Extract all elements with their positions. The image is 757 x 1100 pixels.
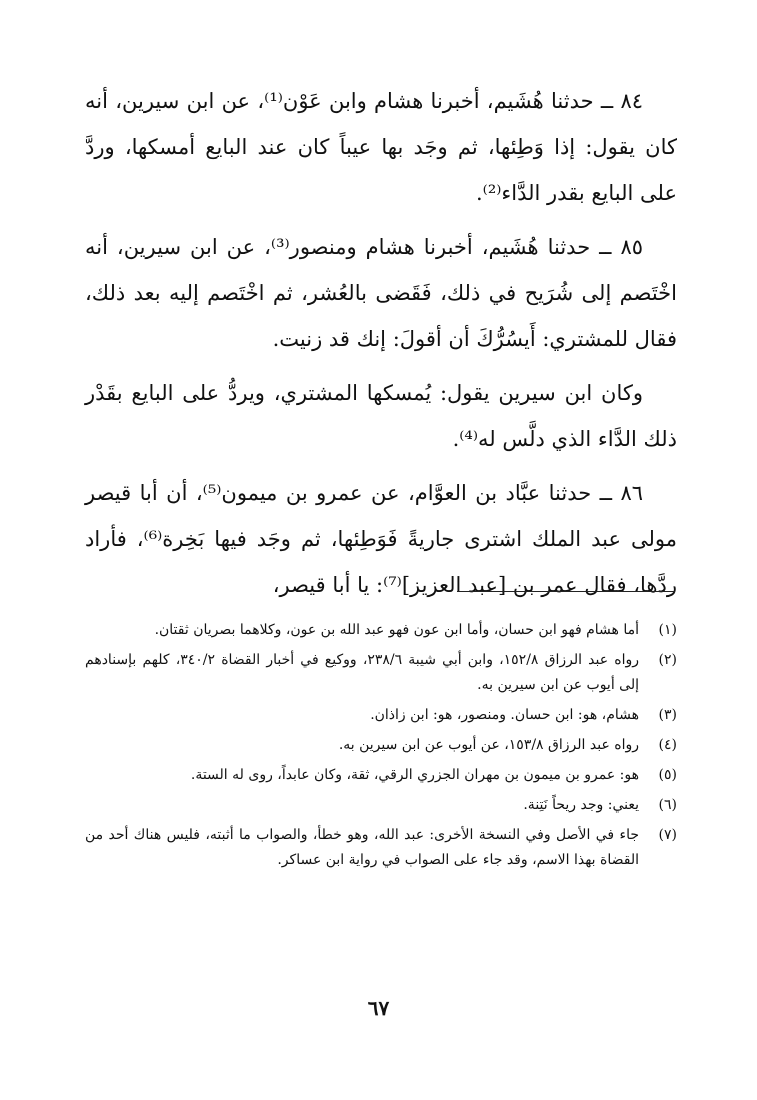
footnote-number: (٣) [658,707,677,723]
footnote-text: رواه عبد الرزاق ١٥٣/٨، عن أيوب عن ابن سيرين به. [338,737,639,753]
page-number: ٦٧ [367,996,390,1020]
footnote-separator [457,591,675,592]
footnote-item [85,823,677,873]
footnote-item [85,703,677,728]
footnote-text: أما هشام فهو ابن حسان، وأما ابن عون فهو عبد الله بن عون، وكلاهما بصريان ثقتان. [154,622,639,638]
footnote-item [85,733,677,758]
footnotes [85,618,677,878]
footnote-item [85,793,677,818]
paragraph-84: ٨٤ ــ حدثنا هُشَيم، أخبرنا هشام وابن عَوْن⁽¹⁾، عن ابن سيرين، أنه كان يقول: إذا وَطِئها، ثم وجَد بها عيباً كان عند البايع أمسكها، وردَّ على البايع بقدر الدَّاء⁽²⁾. [85,89,677,205]
paragraph-85: ٨٥ ــ حدثنا هُشَيم، أخبرنا هشام ومنصور⁽³⁾، عن ابن سيرين، أنه اخْتَصم إلى شُرَيح في ذلك، فَقَضى بالعُشر، ثم اخْتَصم إليه بعد ذلك، فقال للمشتري: أَيسُرُّكَ أن أقولَ: إنك قد زنيت. [85,235,677,351]
footnote-number: (١) [658,622,677,638]
paragraph-85-continuation: وكان ابن سيرين يقول: يُمسكها المشتري، ويردُّ على البايع بقَدْر ذلك الدَّاء الذي دلَّس له⁽⁴⁾. [85,381,677,451]
footnote-item [85,648,677,698]
footnote-text: جاء في الأصل وفي النسخة الأخرى: عبد الله، وهو خطأ، والصواب ما أثبته، فليس هناك أحد من القضاة بهذا الاسم، وقد جاء على الصواب في رواية ابن عساكر. [85,827,639,868]
footnote-text: هشام، هو: ابن حسان. ومنصور، هو: ابن زاذان. [370,707,639,723]
footnote-item [85,618,677,643]
footnote-number: (٦) [658,797,677,813]
paragraph-86: ٨٦ ــ حدثنا عبَّاد بن العوَّام، عن عمرو بن ميمون⁽⁵⁾، أن أبا قيصر مولى عبد الملك اشترى جاريةً فَوَطِئها، ثم وجَد فيها بَخِرة⁽⁶⁾، فأراد ردَّها، فقال عمر بن [عبد العزيز]⁽⁷⁾: يا أبا قيصر، [85,481,677,597]
footnote-text: يعني: وجد ريحاً نَتِنة. [523,797,639,813]
footnote-number: (٥) [658,767,677,783]
footnote-number: (٢) [658,652,677,668]
footnote-text: رواه عبد الرزاق ١٥٢/٨، وابن أبي شيبة ٢٣٨/٦، ووكيع في أخبار القضاة ٣٤٠/٢، كلهم بإسنادهم إلى أيوب عن ابن سيرين به. [85,652,639,693]
footnote-item [85,763,677,788]
footnote-number: (٧) [658,827,677,843]
footnote-text: هو: عمرو بن ميمون بن مهران الجزري الرقي، ثقة، وكان عابداً، روى له الستة. [190,767,639,783]
main-text [85,78,677,616]
footnote-number: (٤) [658,737,677,753]
